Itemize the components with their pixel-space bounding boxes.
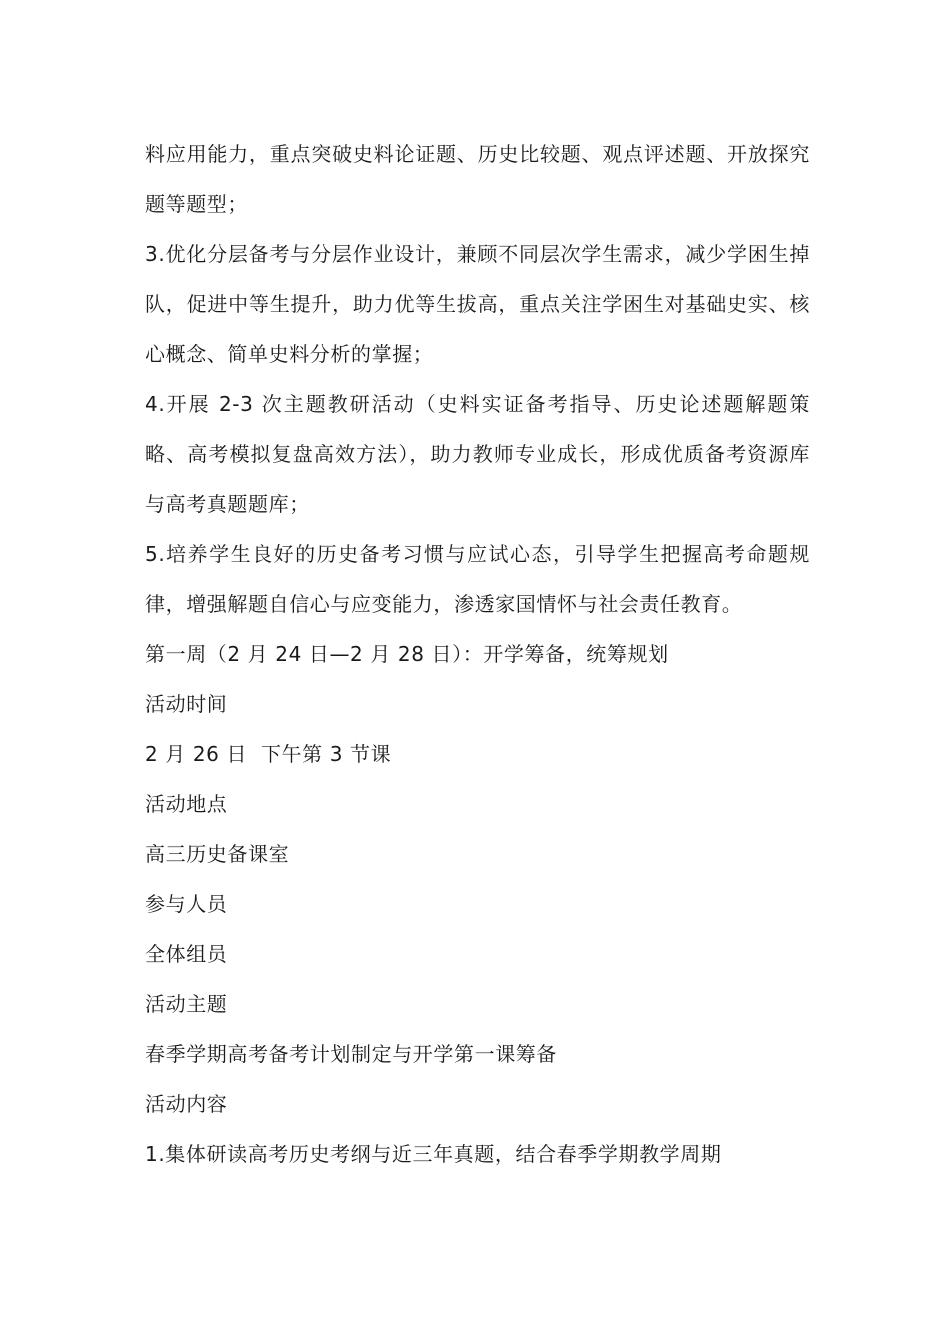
- paragraph-goal-4: 4.开展 2-3 次主题教研活动（史料实证备考指导、历史论述题解题策略、高考模拟复盘高效方法），助力教师专业成长，形成优质备考资源库与高考真题题库；: [145, 392, 810, 516]
- activity-content-item-1: 1.集体研读高考历史考纲与近三年真题，结合春季学期教学周期: [145, 1142, 722, 1166]
- activity-theme-label: 活动主题: [145, 992, 228, 1016]
- activity-location-value: 高三历史备课室: [145, 842, 290, 866]
- activity-time-value: 2 月 26 日 下午第 3 节课: [145, 742, 392, 766]
- activity-content-label: 活动内容: [145, 1092, 228, 1116]
- paragraph-goal-5: 5.培养学生良好的历史备考习惯与应试心态，引导学生把握高考命题规律，增强解题自信心与应变能力，渗透家国情怀与社会责任教育。: [145, 542, 810, 616]
- activity-theme-value: 春季学期高考备考计划制定与开学第一课筹备: [145, 1042, 557, 1066]
- participants-label: 参与人员: [145, 892, 228, 916]
- document-body: [145, 129, 810, 1179]
- paragraph-goal-2-continued: 料应用能力，重点突破史料论证题、历史比较题、观点评述题、开放探究题等题型；: [145, 142, 810, 216]
- paragraph-goal-3: 3.优化分层备考与分层作业设计，兼顾不同层次学生需求，减少学困生掉队，促进中等生提升，助力优等生拔高，重点关注学困生对基础史实、核心概念、简单史料分析的掌握；: [145, 242, 810, 366]
- activity-time-label: 活动时间: [145, 692, 228, 716]
- participants-value: 全体组员: [145, 942, 228, 966]
- activity-location-label: 活动地点: [145, 792, 228, 816]
- week-one-heading: 第一周（2 月 24 日—2 月 28 日）：开学筹备，统筹规划: [145, 642, 669, 666]
